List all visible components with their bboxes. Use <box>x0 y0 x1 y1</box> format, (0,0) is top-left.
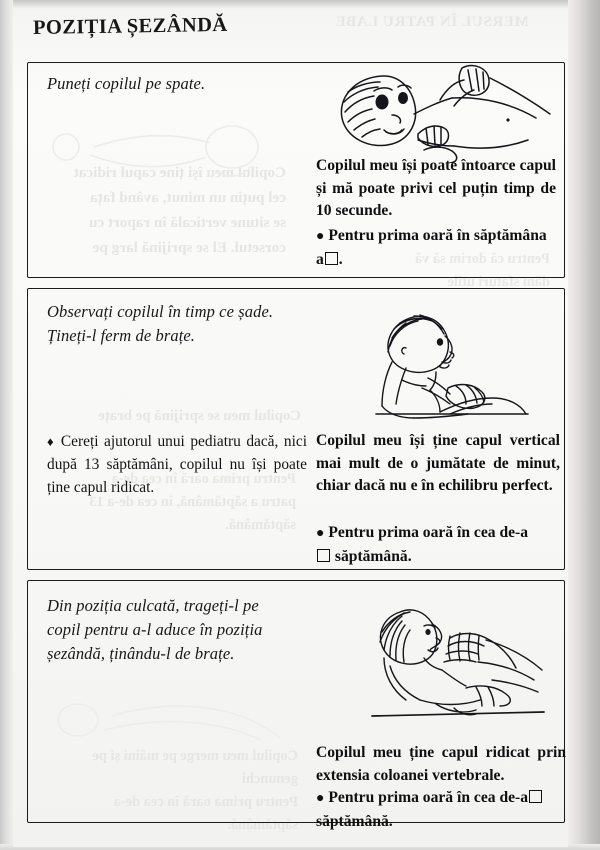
panel-1-milestone-text: Pentru prima oară în săptămâna <box>328 227 547 244</box>
panel-3-result: Copilul meu ține capul ridicat prin extensia coloanei vertebrale. <box>316 744 566 784</box>
showthrough-block-1: Copilul meu își ține capul ridicat cel puțin un minut, având fața se situne verticală în raport cu corsetul. El se sprijină larg pe <box>73 164 286 256</box>
panel-2-result: Copilul meu își ține capul vertical mai mult de o jumătate de minut, chiar dacă nu e în echilibru perfect. <box>316 432 560 494</box>
panel-3-instruction-line-1: Din poziția culcată, trageți-l pe <box>47 596 259 615</box>
panel-3-instruction-line-2: copil pentru a-l aduce în poziția <box>47 620 263 639</box>
panel-2-milestone-prefix: Pentru prima oară în cea de-a <box>328 524 529 541</box>
panel-1-result: Copilul meu își poate întoarce capul și mă poate privi cel puțin timp de 10 secunde. <box>316 157 556 219</box>
panel-3-instruction-line-3: șezândă, ținându-l de brațe. <box>47 644 235 663</box>
page-title: POZIȚIA ȘEZÂNDĂ <box>32 13 228 39</box>
scan-edge-right <box>568 0 600 850</box>
panel-2-warning-note <box>47 430 307 499</box>
panel-3-milestone-suffix: săptămână. <box>316 812 393 830</box>
showthrough-block-2b: Pentru prima oară în cea de-a patru a săptămână, în cea de-a 13 săptămână. <box>89 471 296 533</box>
week-number-checkbox[interactable] <box>325 252 338 265</box>
bullet-icon: ● <box>316 229 325 244</box>
scan-edge-top <box>0 0 600 9</box>
panel-1-milestone <box>316 225 566 271</box>
showthrough-block-3: Copilul meu merge pe mâini și pe genunchi Pentru prima oară în cea de-a săptămână. <box>92 748 298 833</box>
showthrough-title: MERSUL ÎN PATRU LABE <box>335 14 529 30</box>
panel-3-instruction <box>47 594 322 666</box>
panel-2-instruction-line-1: Observați copilul în timp ce șade. <box>47 302 274 321</box>
panel-2-warning-text: Cereți ajutorul unui pediatru dacă, nici după 13 săptămâni, copilul nu își poate ține capul ridicat. <box>47 433 307 496</box>
panel-2-instruction-line-2: Țineți-l ferm de brațe. <box>47 326 196 345</box>
diamond-bullet-icon: ♦ <box>47 434 56 449</box>
panel-3-milestone <box>316 787 568 833</box>
showthrough-block-1b: Pentru că dorim să vă dăm sfaturi utile <box>414 251 550 290</box>
panel-1-milestone-suffix: a <box>316 250 324 268</box>
panel-2-milestone-suffix: săptămână. <box>334 547 412 565</box>
panel-2-milestone <box>316 522 566 568</box>
bullet-icon: ● <box>316 526 325 541</box>
week-number-checkbox[interactable] <box>529 790 542 803</box>
panel-2-instruction <box>47 300 322 348</box>
week-number-checkbox[interactable] <box>317 549 330 562</box>
bullet-icon: ● <box>316 791 325 806</box>
panel-1-instruction: Puneți copilul pe spate. <box>47 74 206 93</box>
scan-edge-left <box>0 0 13 850</box>
showthrough-block-2: Copilul meu se sprijină pe brațe <box>98 408 301 424</box>
panel-1-milestone-end: . <box>338 250 343 268</box>
panel-3-milestone-prefix: Pentru prima oară în cea de-a <box>328 789 529 806</box>
